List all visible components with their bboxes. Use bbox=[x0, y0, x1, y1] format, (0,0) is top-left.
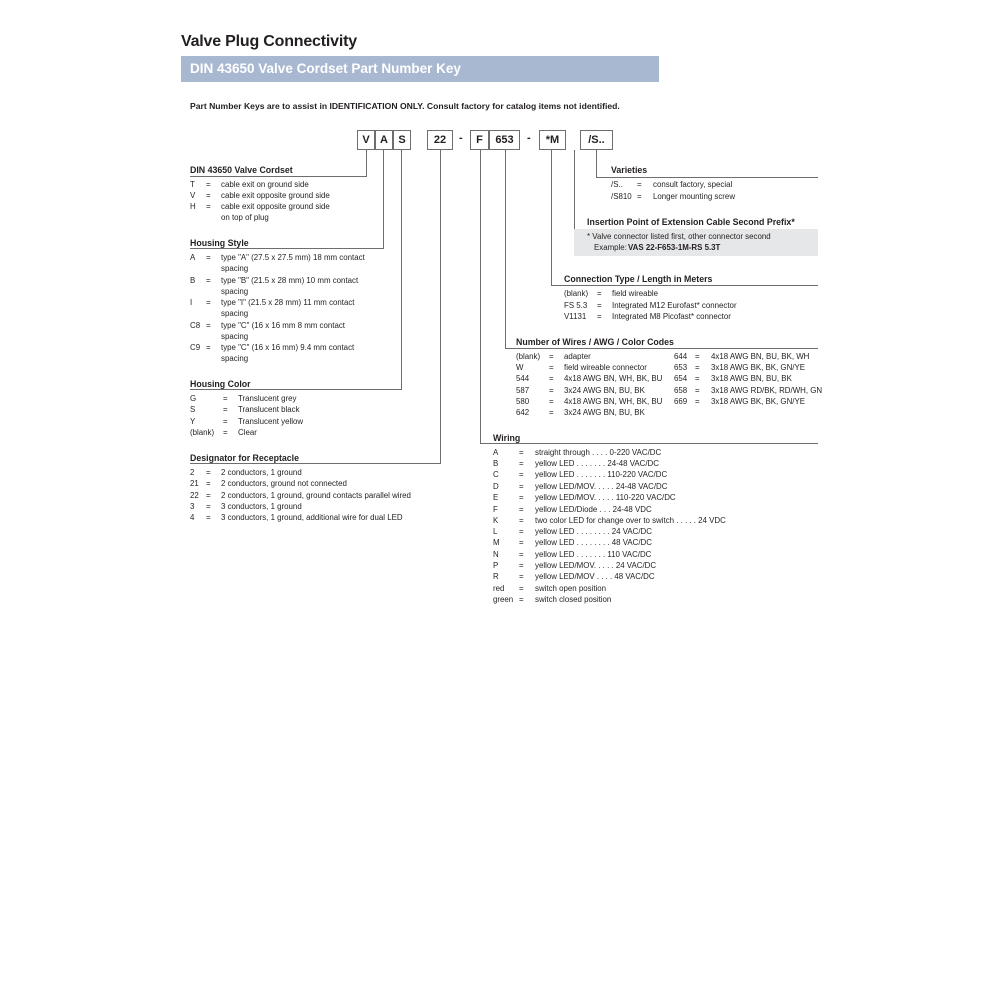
connector-line bbox=[596, 150, 597, 178]
key-box-connection: *M bbox=[539, 130, 566, 150]
connector-line bbox=[551, 285, 818, 286]
section-banner bbox=[181, 56, 659, 82]
connector-line bbox=[505, 348, 818, 349]
connector-line bbox=[190, 463, 441, 464]
connection-heading: Connection Type / Length in Meters bbox=[564, 274, 713, 284]
key-box-varieties: /S.. bbox=[580, 130, 613, 150]
valve-cordset-heading: DIN 43650 Valve Cordset bbox=[190, 165, 293, 175]
connector-line bbox=[551, 150, 552, 286]
connector-line bbox=[190, 389, 402, 390]
connector-line bbox=[366, 150, 367, 177]
connector-line bbox=[401, 150, 402, 390]
connector-line bbox=[480, 443, 818, 444]
key-box-wiring: F bbox=[470, 130, 489, 150]
key-box-s: S bbox=[393, 130, 411, 150]
page-title: Valve Plug Connectivity bbox=[181, 33, 357, 50]
connector-line bbox=[505, 150, 506, 349]
key-box-wires: 653 bbox=[489, 130, 520, 150]
housing-color-heading: Housing Color bbox=[190, 379, 251, 389]
connector-line bbox=[383, 150, 384, 249]
key-dash: - bbox=[527, 132, 531, 144]
key-box-v: V bbox=[357, 130, 375, 150]
key-box-receptacle: 22 bbox=[427, 130, 453, 150]
wires-heading: Number of Wires / AWG / Color Codes bbox=[516, 337, 674, 347]
connector-line bbox=[190, 248, 384, 249]
connector-line bbox=[440, 150, 441, 464]
varieties-heading: Varieties bbox=[611, 165, 648, 175]
connector-line bbox=[480, 150, 481, 444]
key-box-a: A bbox=[375, 130, 393, 150]
section-banner-title: DIN 43650 Valve Cordset Part Number Key bbox=[190, 61, 461, 76]
insertion-heading: Insertion Point of Extension Cable Second Prefix* bbox=[587, 217, 795, 227]
wiring-heading: Wiring bbox=[493, 433, 521, 443]
key-dash: - bbox=[459, 132, 463, 144]
identification-note: Part Number Keys are to assist in IDENTIFICATION ONLY. Consult factory for catalog items not identified. bbox=[190, 101, 620, 111]
connector-line bbox=[574, 150, 575, 230]
connector-line bbox=[596, 177, 818, 178]
housing-style-heading: Housing Style bbox=[190, 238, 249, 248]
receptacle-heading: Designator for Receptacle bbox=[190, 453, 300, 463]
connector-line bbox=[190, 176, 367, 177]
